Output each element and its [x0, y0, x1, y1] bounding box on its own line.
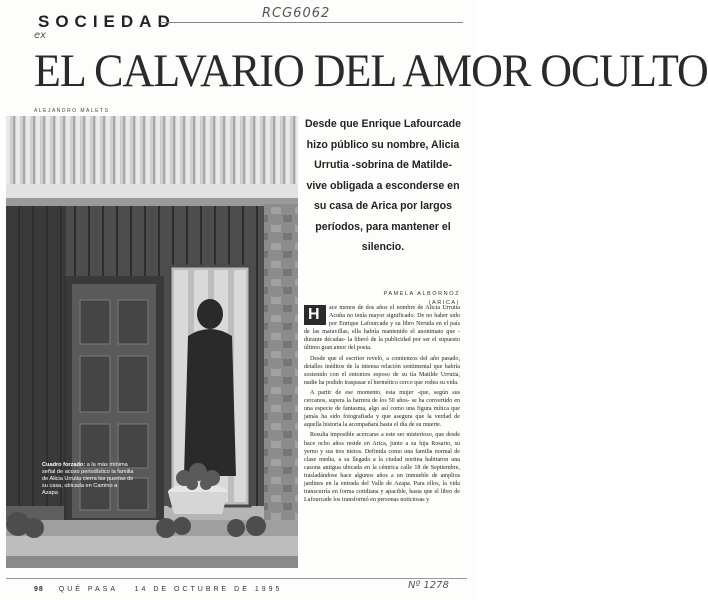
caption-text: a la más mínima señal de acoso periodístico la familia de Alicia Urrutia cierra las puertas de su casa, ubicada en Camino a Azapa — [42, 462, 134, 496]
photo-caption — [42, 462, 134, 497]
lead-paragraph: Desde que Enrique Lafourcade hizo público su nombre, Alicia Urrutia -sobrina de Matilde- vive obligada a esconderse en su casa de Arica por largos períodos, para mantener el silencio. — [305, 118, 461, 253]
author-place: (ARICA) — [428, 300, 460, 306]
house-photo — [6, 116, 298, 568]
handwritten-archive-code: RCG6062 — [262, 6, 331, 21]
section-label: SOCIEDAD — [38, 12, 176, 31]
issue-date: 14 DE OCTUBRE DE 1995 — [134, 586, 283, 593]
page-footer — [34, 586, 454, 593]
photo-credit: ALEJANDRO MALETS — [34, 108, 110, 114]
body-paragraph: H ace menos de dos años el nombre de Alicia Urrutia Acuña no tenía mayor significado. De no haber sido por Enrique Lafourcade y su libro Neruda en el país de las maravillas, ella habría mantenido el anonimato que -durante décadas- la liberó de la publicidad por ser el supuesto último gran amor del poeta. — [304, 305, 460, 352]
page-number: 98 — [34, 586, 44, 593]
section-divider — [160, 22, 463, 23]
article-body — [304, 304, 460, 506]
body-paragraph: Desde que el escritor reveló, a comienzos del año pasado, detalles inéditos de la intensa relación sentimental que habría sostenido con el entonces esposo de su tía Matilde Urrutia, nadie ha podido traspasar el hermético cerco que rodea su vida. — [304, 355, 460, 386]
dropcap: H — [304, 305, 326, 325]
handwritten-mark: ex — [34, 30, 47, 41]
caption-lead: Cuadro forzado: — [42, 462, 86, 468]
handwritten-issue-number: Nº 1278 — [408, 580, 449, 591]
body-paragraph: A partir de ese momento, esta mujer -que, según sus cercanos, supera la barrera de los 50 años- se ha convertido en una especie de fantasma, algo así como una figura mítica que jamás ha sido fotografiada y que asegura que la verdad de aquella historia la acompañará hasta el día de su muerte. — [304, 389, 460, 429]
publication-name: QUÉ PASA — [58, 586, 118, 593]
body-paragraph: Resulta imposible acercarse a este ser misterioso, que desde hace ocho años reside en Arica, junto a su hija Rosario, su yerno y sus tres nietos. Definida como una familia normal de clase media, a su llegada a la ciudad nortina habitaron una casona antigua ubicada en la céntrica calle 18 de Septiembre, trasladándose hace algunos años a un inmueble de amplios jardines en la entrada del Valle de Azapa. Para ellos, la vida transcurría en forma cotidiana y apacible, hasta que el libro de Lafourcade los transformó en personas noticiosas y — [304, 432, 460, 504]
author-name: PAMELA ALBORNOZ — [383, 291, 460, 297]
headline: EL CALVARIO DEL AMOR OCULTO — [34, 44, 708, 97]
footer-divider — [6, 578, 467, 579]
